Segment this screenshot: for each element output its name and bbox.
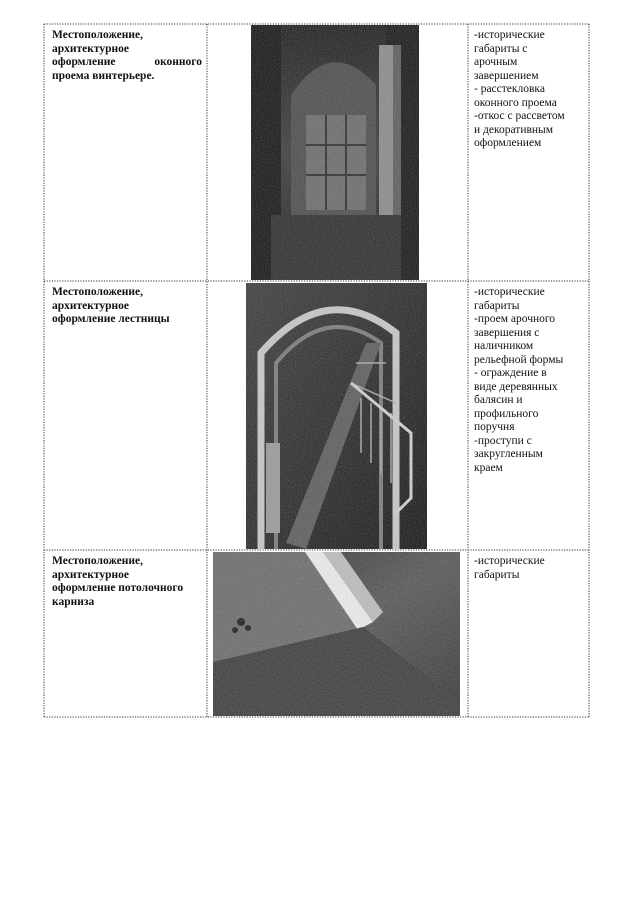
note-line: виде деревянных [474, 380, 558, 393]
row1-notes [474, 29, 586, 151]
note-line: рельефной формы [474, 353, 564, 366]
row3-label-line: оформление потолочного [52, 582, 184, 594]
note-line: оформлением [474, 137, 542, 149]
note-line: -проем арочного [474, 313, 556, 325]
row3-label-line: карниза [52, 595, 95, 608]
row1-label-line: архитектурное [52, 42, 130, 55]
note-line: наличником [474, 340, 534, 352]
row2-notes [474, 286, 586, 475]
note-line: оконного проема [474, 96, 557, 109]
ceiling-cornice-photo [213, 552, 460, 716]
note-line: - расстекловка [474, 83, 545, 95]
note-line: -исторические [474, 555, 545, 567]
note-line: завершением [474, 69, 539, 82]
row3-label [52, 555, 204, 609]
note-line: -исторические [474, 29, 545, 41]
row3-label-line: Местоположение, [52, 555, 143, 567]
note-line: - ограждение в [474, 367, 547, 379]
row1-label [52, 29, 202, 83]
note-line: габариты [474, 568, 520, 581]
note-line: поручня [474, 421, 515, 433]
note-line: завершения с [474, 326, 540, 339]
note-line: арочным [474, 56, 518, 68]
row3-label-line: архитектурное [52, 568, 130, 581]
note-line: -исторические [474, 286, 545, 298]
row3-notes [474, 555, 586, 582]
window-interior-photo [251, 25, 419, 280]
note-line: краем [474, 461, 503, 474]
note-line: -проступи с [474, 434, 532, 447]
row2-label [52, 286, 202, 327]
note-line: закругленным [474, 448, 543, 460]
staircase-photo [246, 283, 427, 549]
note-line: и декоративным [474, 123, 554, 136]
row2-label-line: Местоположение, [52, 286, 143, 298]
row1-label-line: Местоположение, [52, 29, 143, 41]
note-line: балясин и [474, 394, 523, 406]
row1-label-justified: оформление оконного [52, 56, 202, 68]
row2-label-line: оформление лестницы [52, 313, 170, 325]
note-line: габариты [474, 299, 520, 312]
note-line: габариты с [474, 42, 528, 55]
note-line: профильного [474, 407, 539, 420]
row1-label-line: проема винтерьере. [52, 69, 155, 82]
row2-label-line: архитектурное [52, 299, 130, 312]
note-line: -откос с рассветом [474, 110, 565, 122]
